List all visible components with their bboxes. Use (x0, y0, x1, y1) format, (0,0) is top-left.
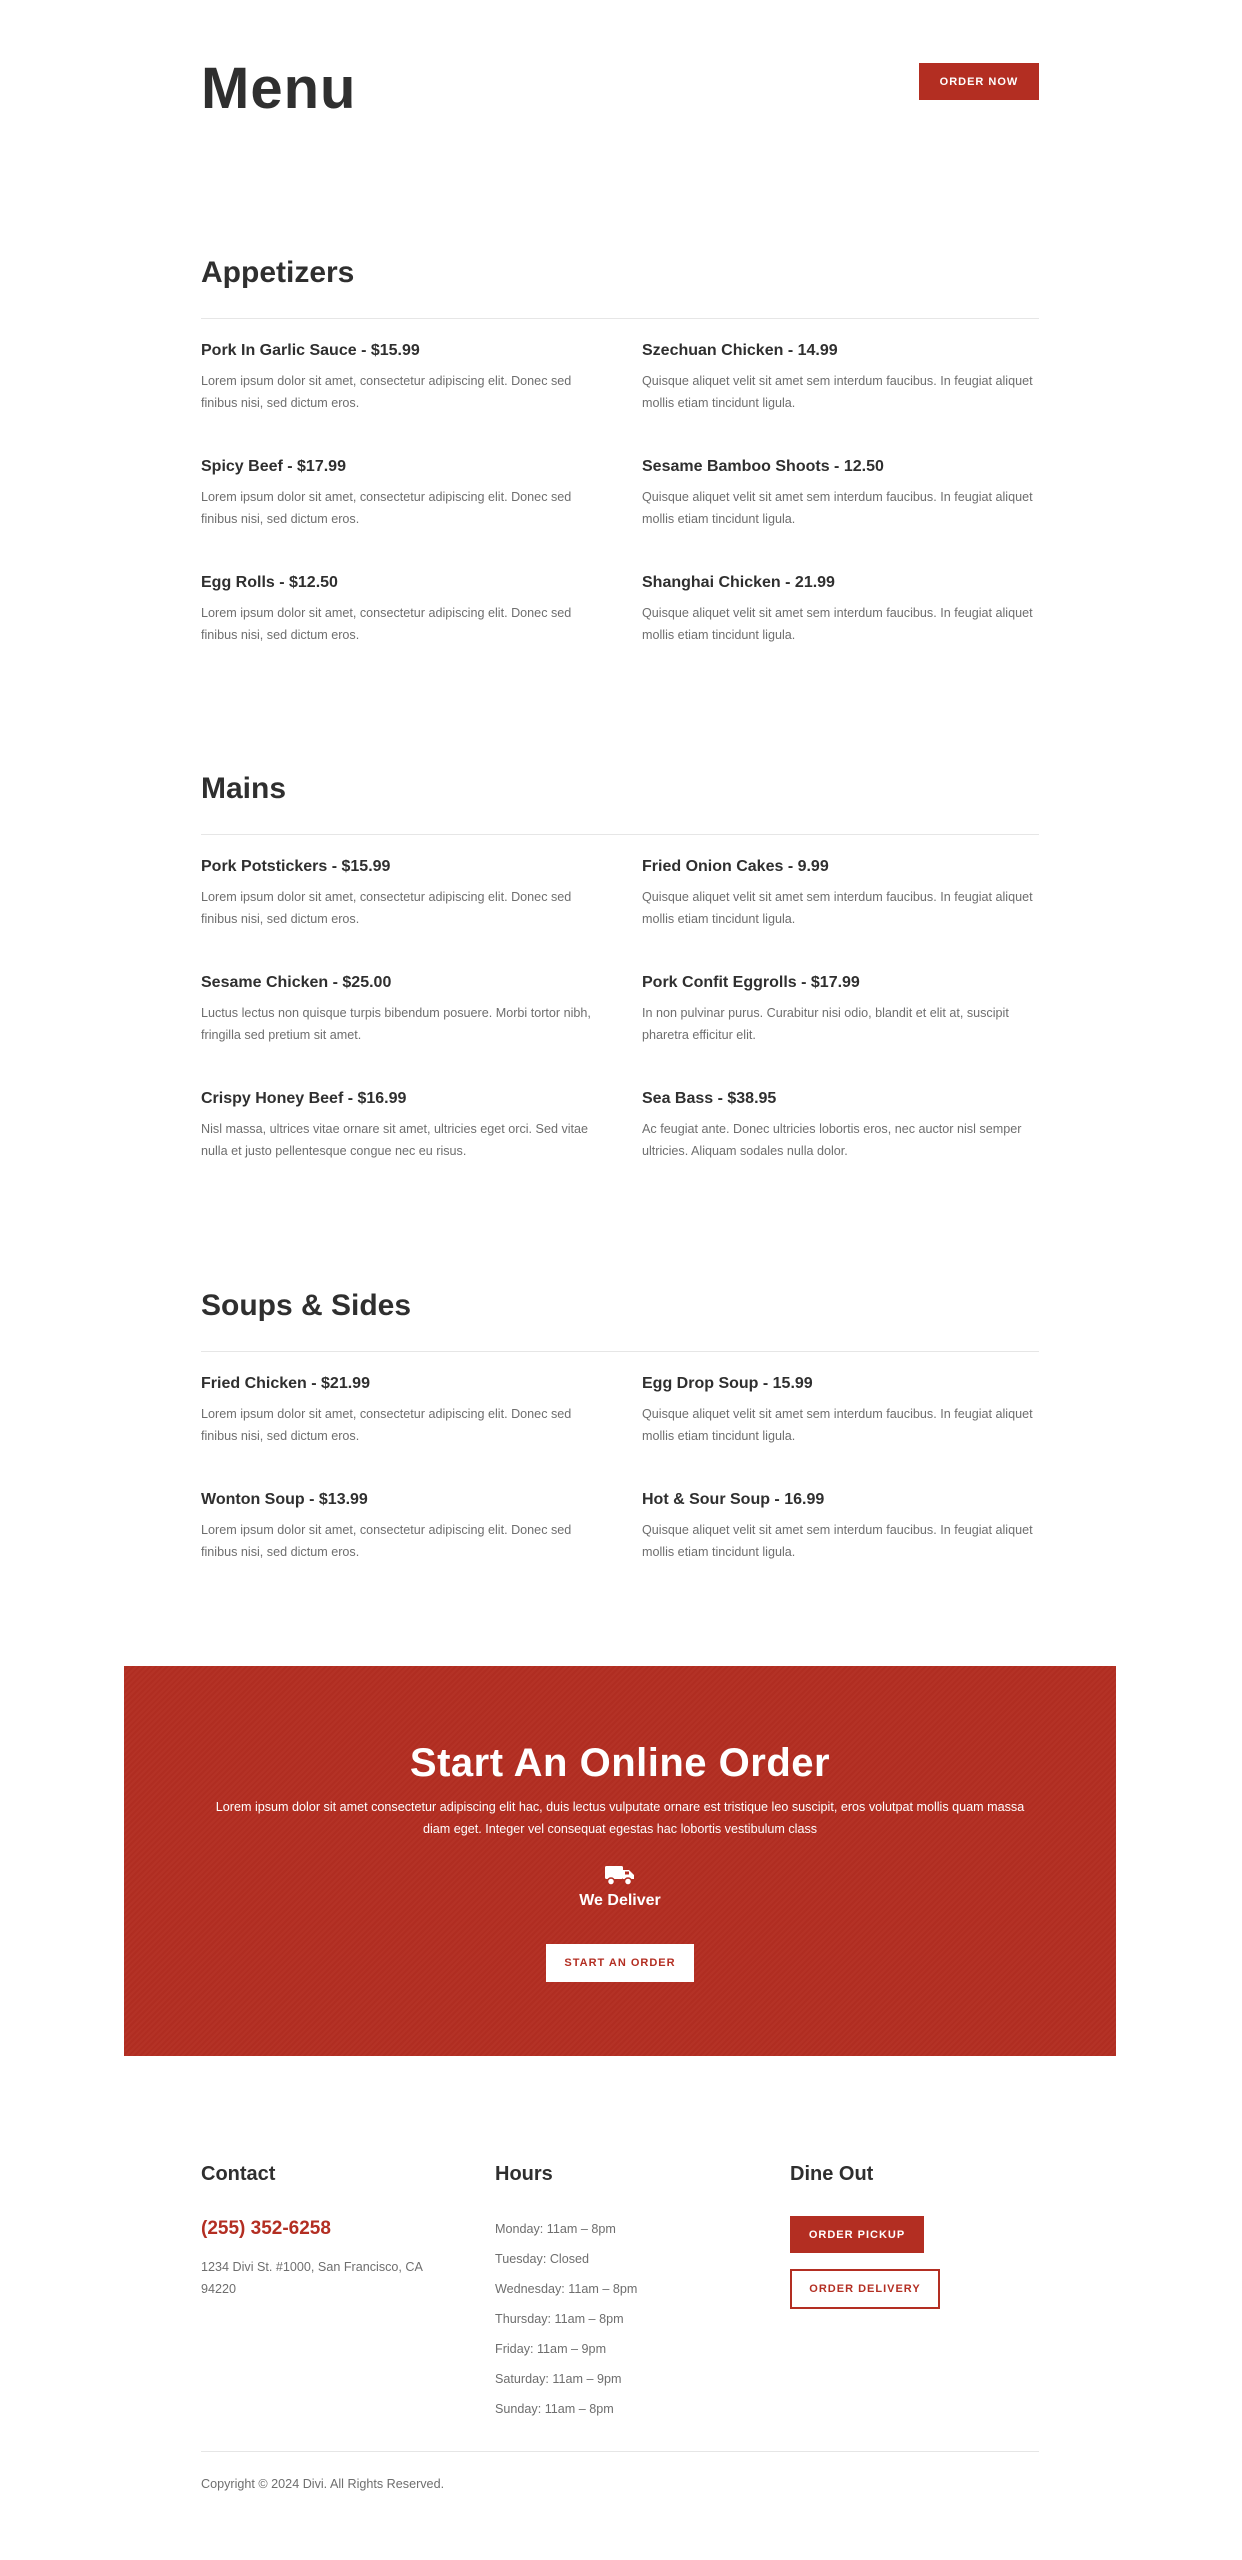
menu-item-description: Luctus lectus non quisque turpis bibendum posuere. Morbi tortor nibh, fringilla sed pretium sit amet. (201, 1006, 591, 1042)
hours-line: Tuesday: Closed (495, 2252, 590, 2266)
menu-item (642, 1090, 1039, 1206)
menu-item-description: Nisl massa, ultrices vitae ornare sit amet, ultricies eget orci. Sed vitae nulla et justo pellentesque congue nec eu risus. (201, 1122, 589, 1158)
menu-item-name: Spicy Beef - $17.99 (201, 458, 346, 475)
menu-item (201, 858, 598, 974)
menu-item-description: Lorem ipsum dolor sit amet, consectetur adipiscing elit. Donec sed finibus nisi, sed dictum eros. (201, 1407, 572, 1443)
menu-item (642, 858, 1039, 974)
menu-grid (201, 342, 1039, 690)
banner-title: Start An Online Order (409, 1741, 831, 1785)
menu-item-description: In non pulvinar purus. Curabitur nisi odio, blandit et elit at, suscipit pharetra efficitur elit. (642, 1006, 1009, 1042)
menu-item-name: Sea Bass - $38.95 (642, 1090, 777, 1107)
menu-item (201, 458, 598, 574)
hours-line: Sunday: 11am – 8pm (495, 2402, 614, 2416)
menu-item (642, 574, 1039, 690)
section-title: Appetizers (201, 256, 355, 289)
menu-item-name: Shanghai Chicken - 21.99 (642, 574, 835, 591)
menu-item-description: Lorem ipsum dolor sit amet, consectetur adipiscing elit. Donec sed finibus nisi, sed dictum eros. (201, 374, 572, 410)
menu-item-name: Wonton Soup - $13.99 (201, 1491, 368, 1508)
copyright-text: Copyright © 2024 Divi. All Rights Reserved. (201, 2477, 445, 2491)
menu-grid (201, 858, 1039, 1206)
menu-item-name: Hot & Sour Soup - 16.99 (642, 1491, 825, 1508)
menu-item (201, 974, 598, 1090)
hours-line: Saturday: 11am – 9pm (495, 2372, 622, 2386)
menu-item (201, 1090, 598, 1206)
menu-item (201, 1375, 598, 1491)
menu-item-description: Quisque aliquet velit sit amet sem interdum faucibus. In feugiat aliquet mollis etiam tincidunt ligula. (642, 1407, 1033, 1443)
menu-item (642, 1375, 1039, 1491)
hours-line: Friday: 11am – 9pm (495, 2342, 607, 2356)
footer-divider (201, 2451, 1039, 2452)
menu-item (201, 342, 598, 458)
menu-section-appetizers (201, 256, 1039, 642)
phone-link[interactable]: (255) 352-6258 (201, 2218, 331, 2239)
section-divider (201, 1351, 1039, 1352)
menu-section-soups-sides (201, 1289, 1039, 1559)
we-deliver-label: We Deliver (579, 1892, 661, 1909)
hours-line: Thursday: 11am – 8pm (495, 2312, 624, 2326)
menu-item (642, 458, 1039, 574)
menu-section-mains (201, 772, 1039, 1158)
order-now-button[interactable]: ORDER NOW (919, 63, 1039, 100)
menu-item-description: Quisque aliquet velit sit amet sem interdum faucibus. In feugiat aliquet mollis etiam tincidunt ligula. (642, 490, 1033, 526)
menu-item-name: Szechuan Chicken - 14.99 (642, 342, 838, 359)
menu-item-name: Egg Rolls - $12.50 (201, 574, 338, 591)
online-order-banner (124, 1666, 1116, 2056)
menu-item-name: Pork In Garlic Sauce - $15.99 (201, 342, 420, 359)
menu-item-name: Sesame Bamboo Shoots - 12.50 (642, 458, 884, 475)
menu-item-description: Ac feugiat ante. Donec ultricies lobortis eros, nec auctor nisl semper ultricies. Aliquam sodales nulla dolor. (642, 1122, 1022, 1158)
contact-heading: Contact (201, 2163, 276, 2185)
page-title: Menu (201, 56, 357, 121)
menu-item-name: Crispy Honey Beef - $16.99 (201, 1090, 407, 1107)
truck-icon (604, 1863, 636, 1887)
menu-item-description: Lorem ipsum dolor sit amet, consectetur adipiscing elit. Donec sed finibus nisi, sed dictum eros. (201, 890, 572, 926)
start-order-button[interactable]: START AN ORDER (546, 1944, 694, 1982)
section-divider (201, 318, 1039, 319)
section-divider (201, 834, 1039, 835)
hours-line: Monday: 11am – 8pm (495, 2222, 616, 2236)
address-text: 1234 Divi St. #1000, San Francisco, CA 94220 (201, 2260, 423, 2296)
menu-item (642, 1491, 1039, 1607)
menu-item-description: Lorem ipsum dolor sit amet, consectetur adipiscing elit. Donec sed finibus nisi, sed dictum eros. (201, 490, 572, 526)
menu-item (642, 342, 1039, 458)
menu-item-description: Lorem ipsum dolor sit amet, consectetur adipiscing elit. Donec sed finibus nisi, sed dictum eros. (201, 606, 572, 642)
section-title: Soups & Sides (201, 1289, 412, 1322)
menu-item (201, 1491, 598, 1607)
menu-item-name: Fried Chicken - $21.99 (201, 1375, 370, 1392)
order-delivery-button[interactable]: ORDER DELIVERY (790, 2269, 940, 2309)
menu-item (642, 974, 1039, 1090)
menu-item-description: Quisque aliquet velit sit amet sem interdum faucibus. In feugiat aliquet mollis etiam tincidunt ligula. (642, 606, 1033, 642)
menu-grid (201, 1375, 1039, 1607)
menu-item-name: Sesame Chicken - $25.00 (201, 974, 392, 991)
menu-item-name: Pork Potstickers - $15.99 (201, 858, 391, 875)
menu-item (201, 574, 598, 690)
menu-item-name: Pork Confit Eggrolls - $17.99 (642, 974, 860, 991)
menu-item-description: Quisque aliquet velit sit amet sem interdum faucibus. In feugiat aliquet mollis etiam tincidunt ligula. (642, 1523, 1033, 1559)
menu-item-name: Egg Drop Soup - 15.99 (642, 1375, 813, 1392)
menu-item-description: Lorem ipsum dolor sit amet, consectetur adipiscing elit. Donec sed finibus nisi, sed dictum eros. (201, 1523, 572, 1559)
hours-list (495, 2218, 637, 2428)
hours-heading: Hours (495, 2163, 553, 2185)
menu-item-description: Quisque aliquet velit sit amet sem interdum faucibus. In feugiat aliquet mollis etiam tincidunt ligula. (642, 890, 1033, 926)
banner-text: Lorem ipsum dolor sit amet consectetur adipiscing elit hac, duis lectus vulputate ornare est tristique leo suscipit, eros volutpat mollis quam massa diam eget. Integer vel consequat egestas hac lobortis vestibulum class (215, 1800, 1025, 1836)
order-pickup-button[interactable]: ORDER PICKUP (790, 2216, 924, 2253)
menu-item-name: Fried Onion Cakes - 9.99 (642, 858, 829, 875)
hours-line: Wednesday: 11am – 8pm (495, 2282, 638, 2296)
section-title: Mains (201, 772, 287, 805)
menu-item-description: Quisque aliquet velit sit amet sem interdum faucibus. In feugiat aliquet mollis etiam tincidunt ligula. (642, 374, 1033, 410)
dine-out-heading: Dine Out (790, 2163, 874, 2185)
